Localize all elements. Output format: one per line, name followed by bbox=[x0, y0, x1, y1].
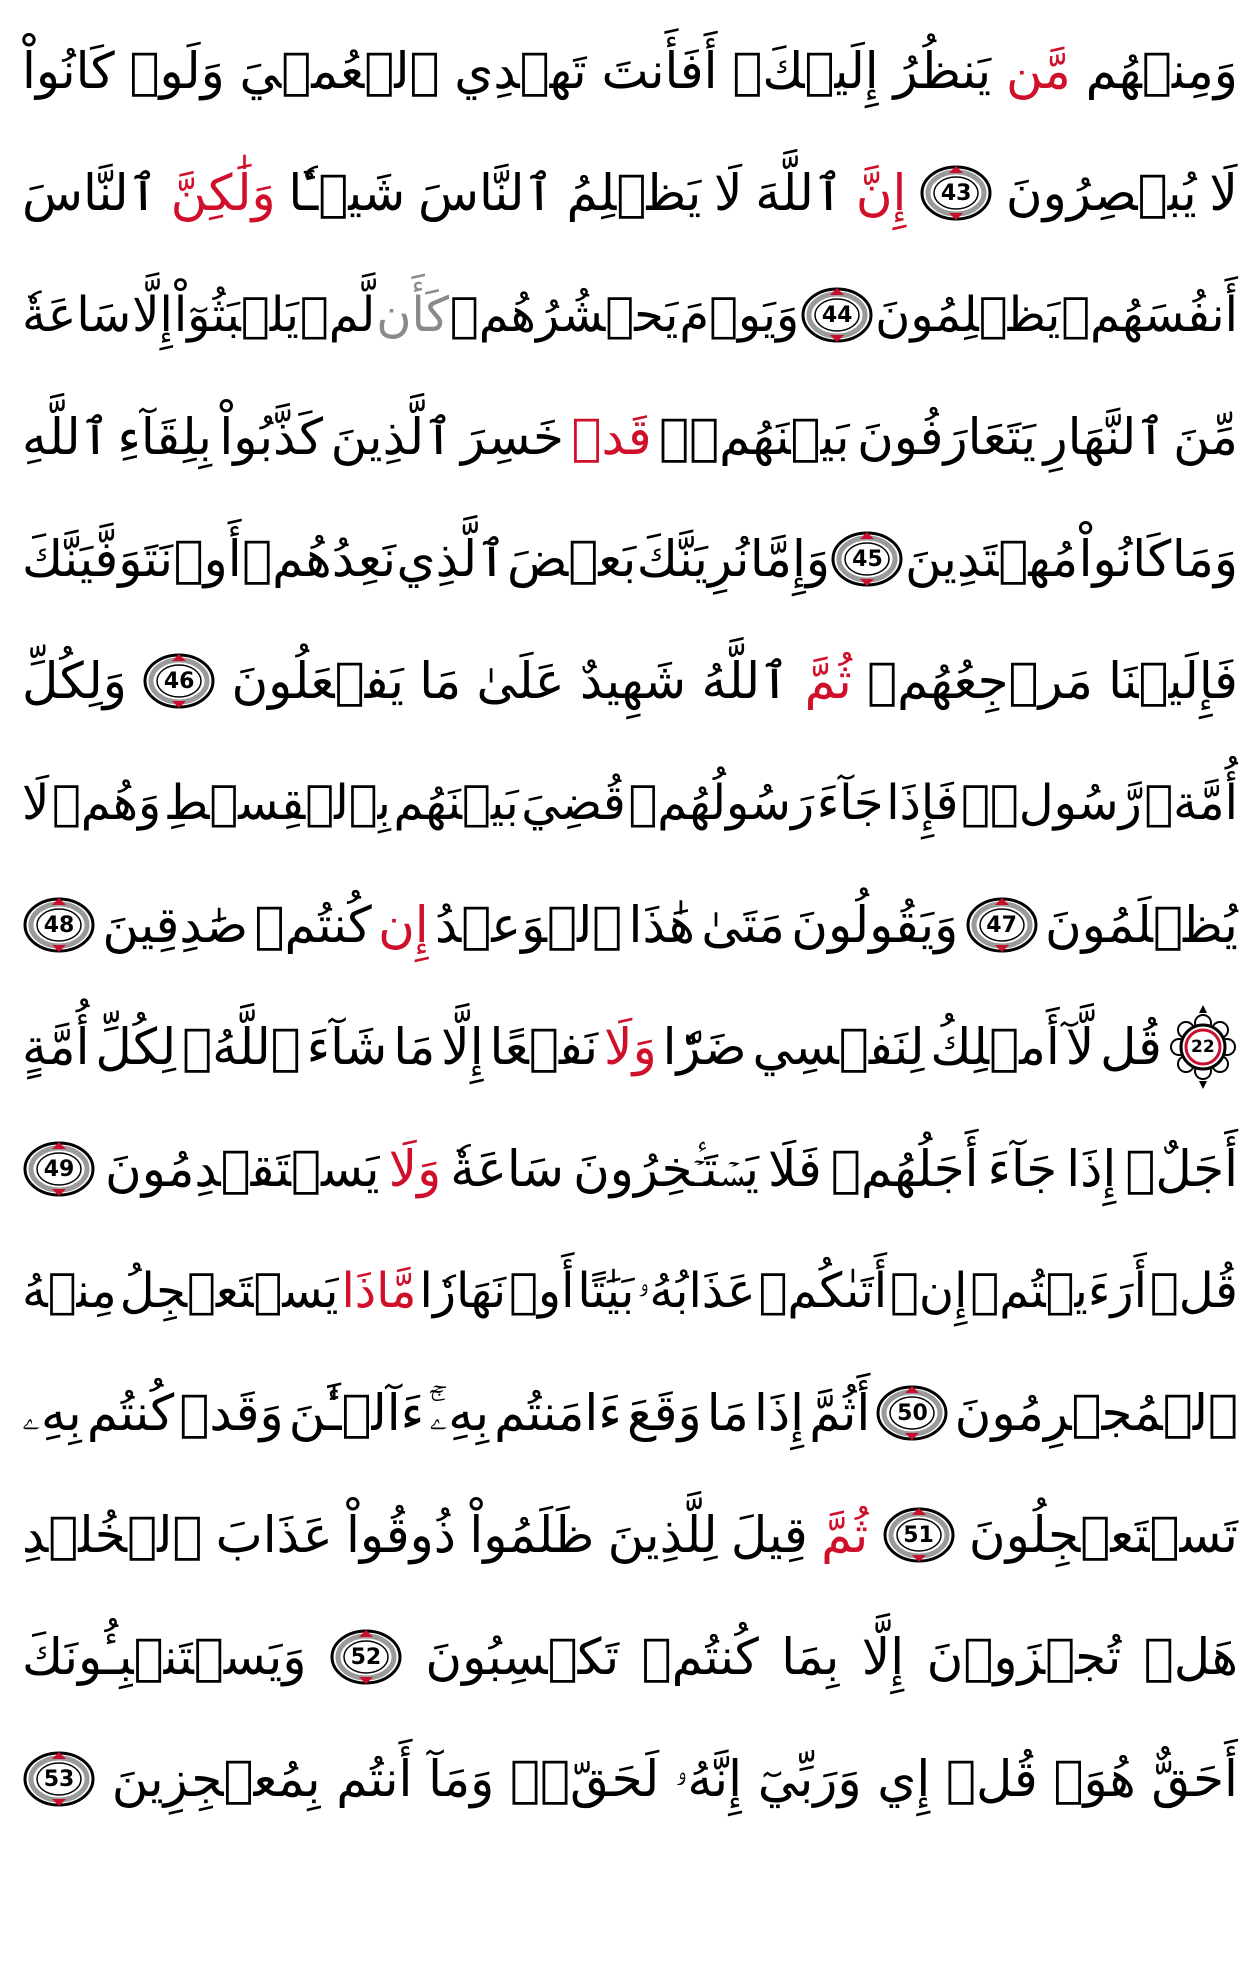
quran-word: بَعۡضَ bbox=[506, 530, 637, 588]
ayah-number-marker bbox=[919, 164, 993, 222]
quran-word: يَسۡتَـٔۡخِرُونَ bbox=[573, 1140, 760, 1198]
ayah-number-marker bbox=[830, 530, 904, 588]
quran-word: صَٰدِقِينَ bbox=[102, 896, 249, 954]
quran-word: إِلَّا bbox=[441, 1018, 484, 1076]
ayah-number-marker bbox=[22, 1140, 96, 1198]
quran-word: ظَلَمُواْ bbox=[469, 1506, 595, 1564]
quran-word: كَذَّبُواْ bbox=[219, 408, 324, 466]
ayah-number: 45 bbox=[852, 546, 883, 572]
quran-word: أَحَقٌّ bbox=[1151, 1750, 1238, 1808]
quran-word: يُبۡصِرُونَ bbox=[1005, 164, 1197, 222]
quran-word: أُمَّةٖ bbox=[1144, 775, 1238, 831]
quran-word: بِمُعۡجِزِينَ bbox=[111, 1750, 321, 1808]
quran-word: تُجۡزَوۡنَ bbox=[926, 1628, 1122, 1686]
quran-word: كَانُواْ bbox=[22, 42, 115, 100]
ayah-number: 47 bbox=[986, 912, 1017, 938]
quran-word: ضَرّٗا bbox=[662, 1018, 747, 1076]
quran-word: ٱللَّهُۗ bbox=[182, 1018, 301, 1076]
quran-word: قُلۡ bbox=[946, 1750, 1038, 1808]
quran-word: مَتَىٰ bbox=[701, 896, 785, 954]
quran-word: ٱلَّذِي bbox=[396, 530, 507, 588]
text-line-4 bbox=[22, 376, 1238, 498]
quran-word: إِلَيۡكَۚ bbox=[732, 42, 879, 100]
quran-word: مِنۡهُ bbox=[22, 1263, 117, 1319]
quran-word: أَفَأَنتَ bbox=[601, 42, 718, 100]
ayah-number: 52 bbox=[350, 1644, 382, 1670]
quran-word: يَنظُرُ bbox=[893, 42, 992, 100]
quran-word: كُنتُم bbox=[86, 1384, 175, 1442]
quran-word: يَلۡبَثُوٓاْ bbox=[173, 287, 299, 343]
ayah-number-marker bbox=[22, 896, 96, 954]
quran-word: فَإِذَا bbox=[886, 775, 959, 831]
quran-word: مَّاذَا bbox=[341, 1263, 417, 1319]
quran-word: لِلَّذِينَ bbox=[607, 1506, 718, 1564]
quran-word: وَيَوۡمَ bbox=[679, 287, 800, 343]
quran-word: تَكۡسِبُونَ bbox=[425, 1628, 620, 1686]
quran-word: نَهَارٗا bbox=[419, 1263, 507, 1319]
quran-word: نَفۡعًا bbox=[489, 1018, 599, 1076]
ayah-number: 43 bbox=[940, 180, 972, 206]
quran-word: بَيۡنَهُم bbox=[393, 775, 519, 831]
quran-word: ٱلَّذِينَ bbox=[330, 408, 454, 466]
text-line-6 bbox=[22, 620, 1238, 742]
quran-word: هَلۡ bbox=[1143, 1628, 1238, 1686]
quran-word: إِلَّا bbox=[132, 287, 173, 343]
quran-word: يَتَعَارَفُونَ bbox=[857, 408, 1037, 466]
quran-word: مَّن bbox=[1005, 42, 1071, 100]
quran-word: ذُوقُواْ bbox=[345, 1506, 457, 1564]
quran-word: ٱلۡخُلۡدِ bbox=[22, 1506, 203, 1564]
quran-word: ٱلنَّهَارِ bbox=[1043, 408, 1166, 466]
quran-word: ٱلۡمُجۡرِمُونَ bbox=[954, 1384, 1238, 1442]
ayah-number: 53 bbox=[43, 1766, 75, 1792]
quran-word: نَعِدُهُمۡ bbox=[242, 530, 397, 588]
ayah-number-marker bbox=[875, 1384, 949, 1442]
quran-word: سَاعَةٗ bbox=[450, 1140, 565, 1198]
quran-word: ءَامَنتُم bbox=[494, 1384, 622, 1442]
quran-word: نُرِيَنَّكَ bbox=[636, 530, 750, 588]
ayah-number: 44 bbox=[821, 302, 853, 328]
quran-word: بَيۡنَهُمۡۚ bbox=[659, 408, 850, 466]
quran-word: أَجَلُهُمۡ bbox=[830, 1140, 979, 1198]
quran-word: وَيَسۡتَنۢبِـُٔونَكَ bbox=[22, 1628, 307, 1686]
quran-word: ٱللَّهُ bbox=[701, 652, 790, 710]
quran-word: هُوَۖ bbox=[1053, 1750, 1136, 1808]
quran-word: أُمَّةٍ bbox=[22, 1018, 90, 1076]
ayah-number: 49 bbox=[43, 1156, 75, 1182]
quran-word: أَرَءَيۡتُمۡ bbox=[970, 1263, 1147, 1319]
quran-word: إِذَا bbox=[753, 1384, 805, 1442]
quran-word: أَجَلٌۚ bbox=[1125, 1140, 1238, 1198]
quran-word: كَأَن bbox=[376, 287, 449, 343]
quran-word: قُضِيَ bbox=[521, 775, 626, 831]
text-line-5 bbox=[22, 498, 1238, 620]
quran-word: وَيَقُولُونَ bbox=[791, 896, 959, 954]
quran-word: قَدۡ bbox=[571, 408, 652, 466]
text-line-11 bbox=[22, 1230, 1238, 1352]
ayah-number: 48 bbox=[43, 912, 75, 938]
text-line-9 bbox=[22, 986, 1238, 1108]
quran-word: أَنتُم bbox=[336, 1750, 413, 1808]
quran-word: يَفۡعَلُونَ bbox=[231, 652, 404, 710]
text-line-7 bbox=[22, 742, 1238, 864]
quran-word: ثُمَّ bbox=[821, 1506, 869, 1564]
quran-word: مُهۡتَدِينَ bbox=[904, 530, 1079, 588]
text-line-10 bbox=[22, 1108, 1238, 1230]
quran-word: سَاعَةٗ bbox=[22, 287, 132, 343]
ayah-number-marker bbox=[329, 1628, 403, 1686]
hizb-number: 22 bbox=[1191, 1037, 1215, 1057]
quran-word: قُل bbox=[1100, 1018, 1162, 1076]
quran-word: قُلۡ bbox=[1149, 1263, 1238, 1319]
quran-word: أَوۡ bbox=[173, 530, 242, 588]
quran-word: وَلَوۡ bbox=[129, 42, 225, 100]
quran-word: لِنَفۡسِي bbox=[752, 1018, 925, 1076]
ayah-number-marker bbox=[965, 896, 1039, 954]
quran-word: وَمَا bbox=[1171, 530, 1238, 588]
quran-word: رَّسُولٞۖ bbox=[961, 775, 1142, 831]
quran-word: شَآءَ bbox=[306, 1018, 388, 1076]
ayah-number-marker bbox=[142, 652, 216, 710]
quran-word: لِكُلِّ bbox=[95, 1018, 177, 1076]
quran-word: ءَآلۡـَٰٔنَ bbox=[288, 1384, 425, 1442]
quran-word: لَا bbox=[1209, 164, 1238, 222]
quran-word: لَّآ bbox=[1065, 1018, 1095, 1076]
quran-word: إِذَا bbox=[1066, 1140, 1117, 1198]
quran-word: إِي bbox=[877, 1750, 931, 1808]
quran-word: يَسۡتَعۡجِلُ bbox=[119, 1263, 339, 1319]
quran-word: مَا bbox=[393, 1018, 436, 1076]
quran-word: ٱللَّهِ bbox=[22, 408, 110, 466]
quran-word: ٱلنَّاسَ bbox=[417, 164, 554, 222]
quran-word: شَهِيدٌ bbox=[579, 652, 687, 710]
quran-word: ٱلنَّاسَ bbox=[22, 164, 158, 222]
text-line-15 bbox=[22, 1718, 1238, 1840]
quran-word: أَوۡ bbox=[509, 1263, 575, 1319]
quran-word: تَهۡدِي bbox=[454, 42, 587, 100]
quran-word: يَظۡلِمُونَ bbox=[875, 287, 1061, 343]
quran-word: لَا bbox=[714, 164, 743, 222]
ayah-number: 50 bbox=[897, 1400, 928, 1426]
quran-word: وَلِكُلِّ bbox=[22, 652, 127, 710]
quran-word: مَا bbox=[706, 1384, 749, 1442]
quran-word: وَمِنۡهُم bbox=[1085, 42, 1238, 100]
quran-word: هَٰذَا bbox=[628, 896, 696, 954]
quran-word: بِهِۦٓۚ bbox=[429, 1384, 490, 1442]
quran-word: خَسِرَ bbox=[460, 408, 564, 466]
quran-word: وَمَآ bbox=[428, 1750, 495, 1808]
quran-word: وَقَدۡ bbox=[179, 1384, 284, 1442]
text-line-12 bbox=[22, 1352, 1238, 1474]
quran-word: وَرَبِّيٓ bbox=[757, 1750, 862, 1808]
ayah-number-marker bbox=[882, 1506, 956, 1564]
ayah-number: 51 bbox=[903, 1522, 934, 1548]
quran-word: فَلَا bbox=[768, 1140, 822, 1198]
ayah-number: 46 bbox=[163, 668, 195, 694]
quran-word: وَهُمۡ bbox=[51, 775, 162, 831]
quran-word: إِن bbox=[378, 896, 429, 954]
text-line-2 bbox=[22, 132, 1238, 254]
quran-word: أَمۡلِكُ bbox=[930, 1018, 1060, 1076]
quran-word: بِٱلۡقِسۡطِ bbox=[163, 775, 391, 831]
hizb-marker bbox=[1168, 1001, 1238, 1093]
quran-word: بِلِقَآءِ bbox=[117, 408, 212, 466]
quran-word: تَسۡتَعۡجِلُونَ bbox=[968, 1506, 1238, 1564]
quran-word: وَلَا bbox=[604, 1018, 657, 1076]
text-line-13 bbox=[22, 1474, 1238, 1596]
quran-word: بِمَا bbox=[781, 1628, 840, 1686]
quran-word: وَلَٰكِنَّ bbox=[170, 164, 276, 222]
text-line-14 bbox=[22, 1596, 1238, 1718]
quran-word: شَيۡـٔٗا bbox=[288, 164, 406, 222]
quran-word: عَذَابُهُۥ bbox=[637, 1263, 756, 1319]
quran-word: إِنۡ bbox=[890, 1263, 968, 1319]
quran-word: نَتَوَفَّيَنَّكَ bbox=[22, 530, 174, 588]
quran-word: بَيَٰتًا bbox=[577, 1263, 635, 1319]
quran-word: ثُمَّ bbox=[804, 652, 852, 710]
quran-word: ٱللَّهَ bbox=[755, 164, 844, 222]
text-line-8 bbox=[22, 864, 1238, 986]
quran-word: مِّنَ bbox=[1173, 408, 1238, 466]
quran-word: إِلَّا bbox=[861, 1628, 905, 1686]
quran-word: جَآءَ bbox=[816, 775, 884, 831]
quran-word: إِنَّهُۥ bbox=[674, 1750, 742, 1808]
quran-word: ٱلۡوَعۡدُ bbox=[435, 896, 623, 954]
quran-word: لَحَقّٞۖ bbox=[509, 1750, 660, 1808]
quran-word: أَنفُسَهُمۡ bbox=[1061, 287, 1238, 343]
quran-word: إِنَّ bbox=[855, 164, 907, 222]
quran-word: ٱلۡعُمۡيَ bbox=[239, 42, 440, 100]
quran-word: لَا bbox=[22, 775, 50, 831]
text-line-1 bbox=[22, 10, 1238, 132]
ayah-number-marker bbox=[22, 1750, 96, 1808]
quran-word: فَإِلَيۡنَا bbox=[1108, 652, 1238, 710]
quran-word: وَقَعَ bbox=[626, 1384, 702, 1442]
quran-word: قِيلَ bbox=[730, 1506, 808, 1564]
quran-word: يَظۡلِمُ bbox=[566, 164, 702, 222]
quran-word: مَا bbox=[419, 652, 462, 710]
quran-word: عَلَىٰ bbox=[476, 652, 565, 710]
quran-word: كَانُواْ bbox=[1078, 530, 1172, 588]
quran-word: أَثُمَّ bbox=[809, 1384, 871, 1442]
quran-word: أَتَىٰكُمۡ bbox=[758, 1263, 888, 1319]
quran-word: وَإِمَّا bbox=[749, 530, 830, 588]
quran-word: رَسُولُهُمۡ bbox=[628, 775, 815, 831]
quran-word: جَآءَ bbox=[987, 1140, 1058, 1198]
quran-word: كُنتُمۡ bbox=[641, 1628, 759, 1686]
quran-word: مَرۡجِعُهُمۡ bbox=[867, 652, 1093, 710]
quran-word: عَذَابَ bbox=[215, 1506, 333, 1564]
quran-word: يَحۡشُرُهُمۡ bbox=[449, 287, 679, 343]
text-line-3 bbox=[22, 254, 1238, 376]
quran-word: بِهِۦ bbox=[22, 1384, 82, 1442]
quran-word: وَلَا bbox=[388, 1140, 442, 1198]
quran-word: لَّمۡ bbox=[299, 287, 376, 343]
quran-word: كُنتُمۡ bbox=[254, 896, 372, 954]
quran-word: يُظۡلَمُونَ bbox=[1044, 896, 1238, 954]
ayah-number-marker bbox=[800, 286, 874, 344]
quran-word: يَسۡتَقۡدِمُونَ bbox=[105, 1140, 380, 1198]
